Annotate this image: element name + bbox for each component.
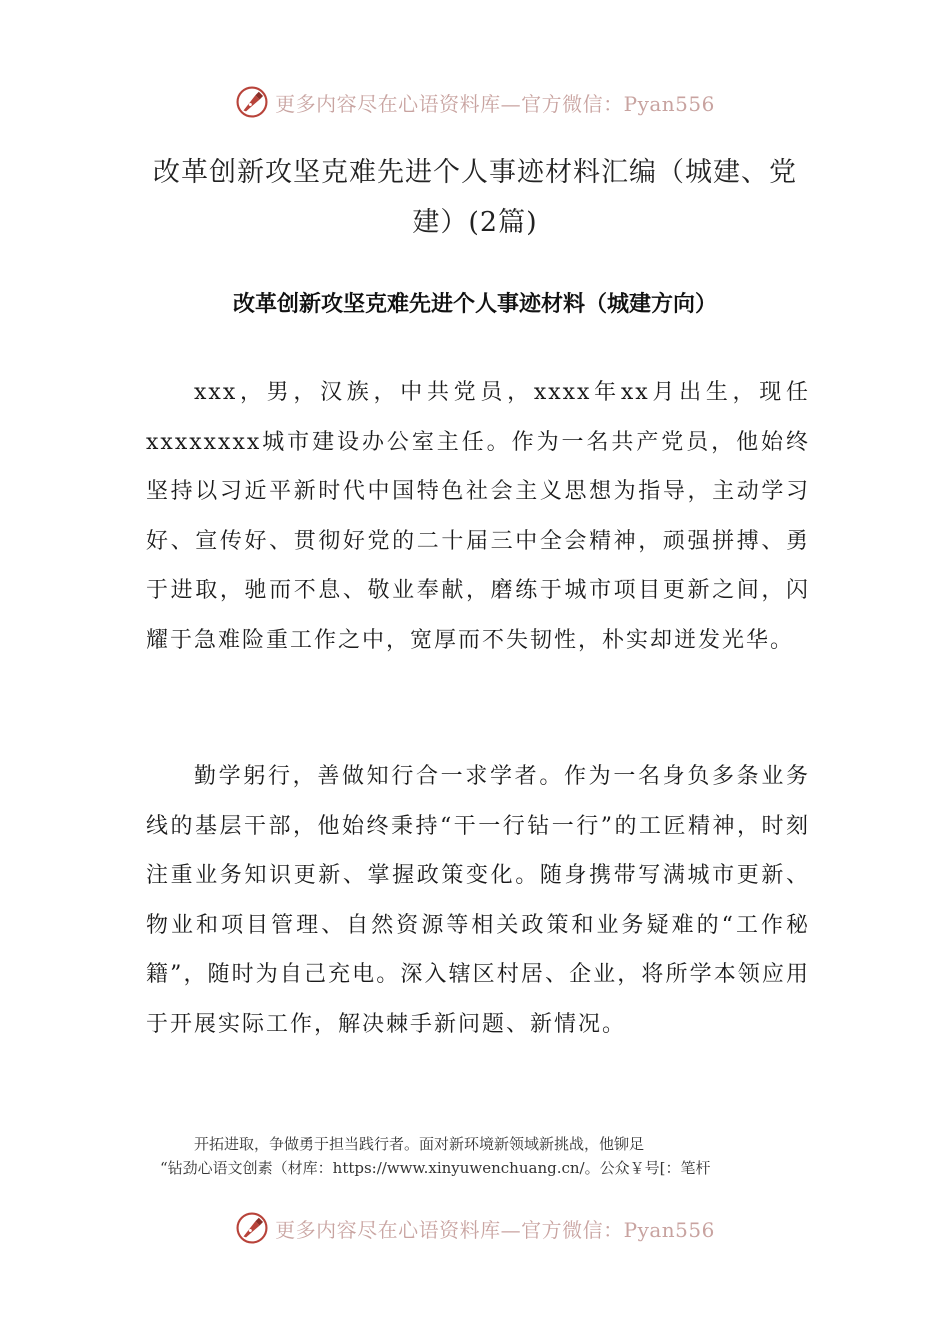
document-title: 改革创新攻坚克难先进个人事迹材料汇编（城建、党建）(2篇)	[153, 157, 797, 238]
body-paragraph-2: 勤学躬行，善做知行合一求学者。作为一名身负多条业务线的基层干部，他始终秉持“干一行钻一行”的工匠精神，时刻注重业务知识更新、掌握政策变化。随身携带写满城市更新、物业和项目管理、自然资源等相关政策和业务疑难的“工作秘籍”，随时为自己充电。深入辖区村居、企业，将所学本领应用于开展实际工作，解决棘手新问题、新情况。	[146, 764, 810, 1037]
watermark-text: 更多内容尽在心语资料库—官方微信：Pyan556	[275, 1217, 715, 1242]
pen-nib-logo-icon	[235, 85, 269, 119]
footer-note-line-2: “钻劲心语文创素（材库：https://www.xinyuwenchuang.cn/。公众￥号[：笔杆	[160, 1159, 711, 1177]
pen-nib-logo-icon	[235, 1211, 269, 1245]
watermark-text: 更多内容尽在心语资料库—官方微信：Pyan556	[275, 91, 715, 116]
section-title: 改革创新攻坚克难先进个人事迹材料（城建方向）	[232, 291, 717, 317]
footer-note	[140, 1132, 820, 1180]
watermark-banner-top	[0, 80, 950, 124]
body-paragraph-1: xxx，男，汉族，中共党员，xxxx年xx月出生，现任xxxxxxxx城市建设办公室主任。作为一名共产党员，他始终坚持以习近平新时代中国特色社会主义思想为指导，主动学习好、宣传好、贯彻好党的二十届三中全会精神，顽强拼搏、勇于进取，驰而不息、敬业奉献，磨练于城市项目更新之间，闪耀于急难险重工作之中，宽厚而不失韧性，朴实却迸发光华。	[146, 380, 810, 653]
watermark-banner-bottom	[0, 1206, 950, 1250]
footer-note-line-1: 开拓进取，争做勇于担当践行者。面对新环境新领域新挑战，他铆足	[194, 1135, 645, 1153]
